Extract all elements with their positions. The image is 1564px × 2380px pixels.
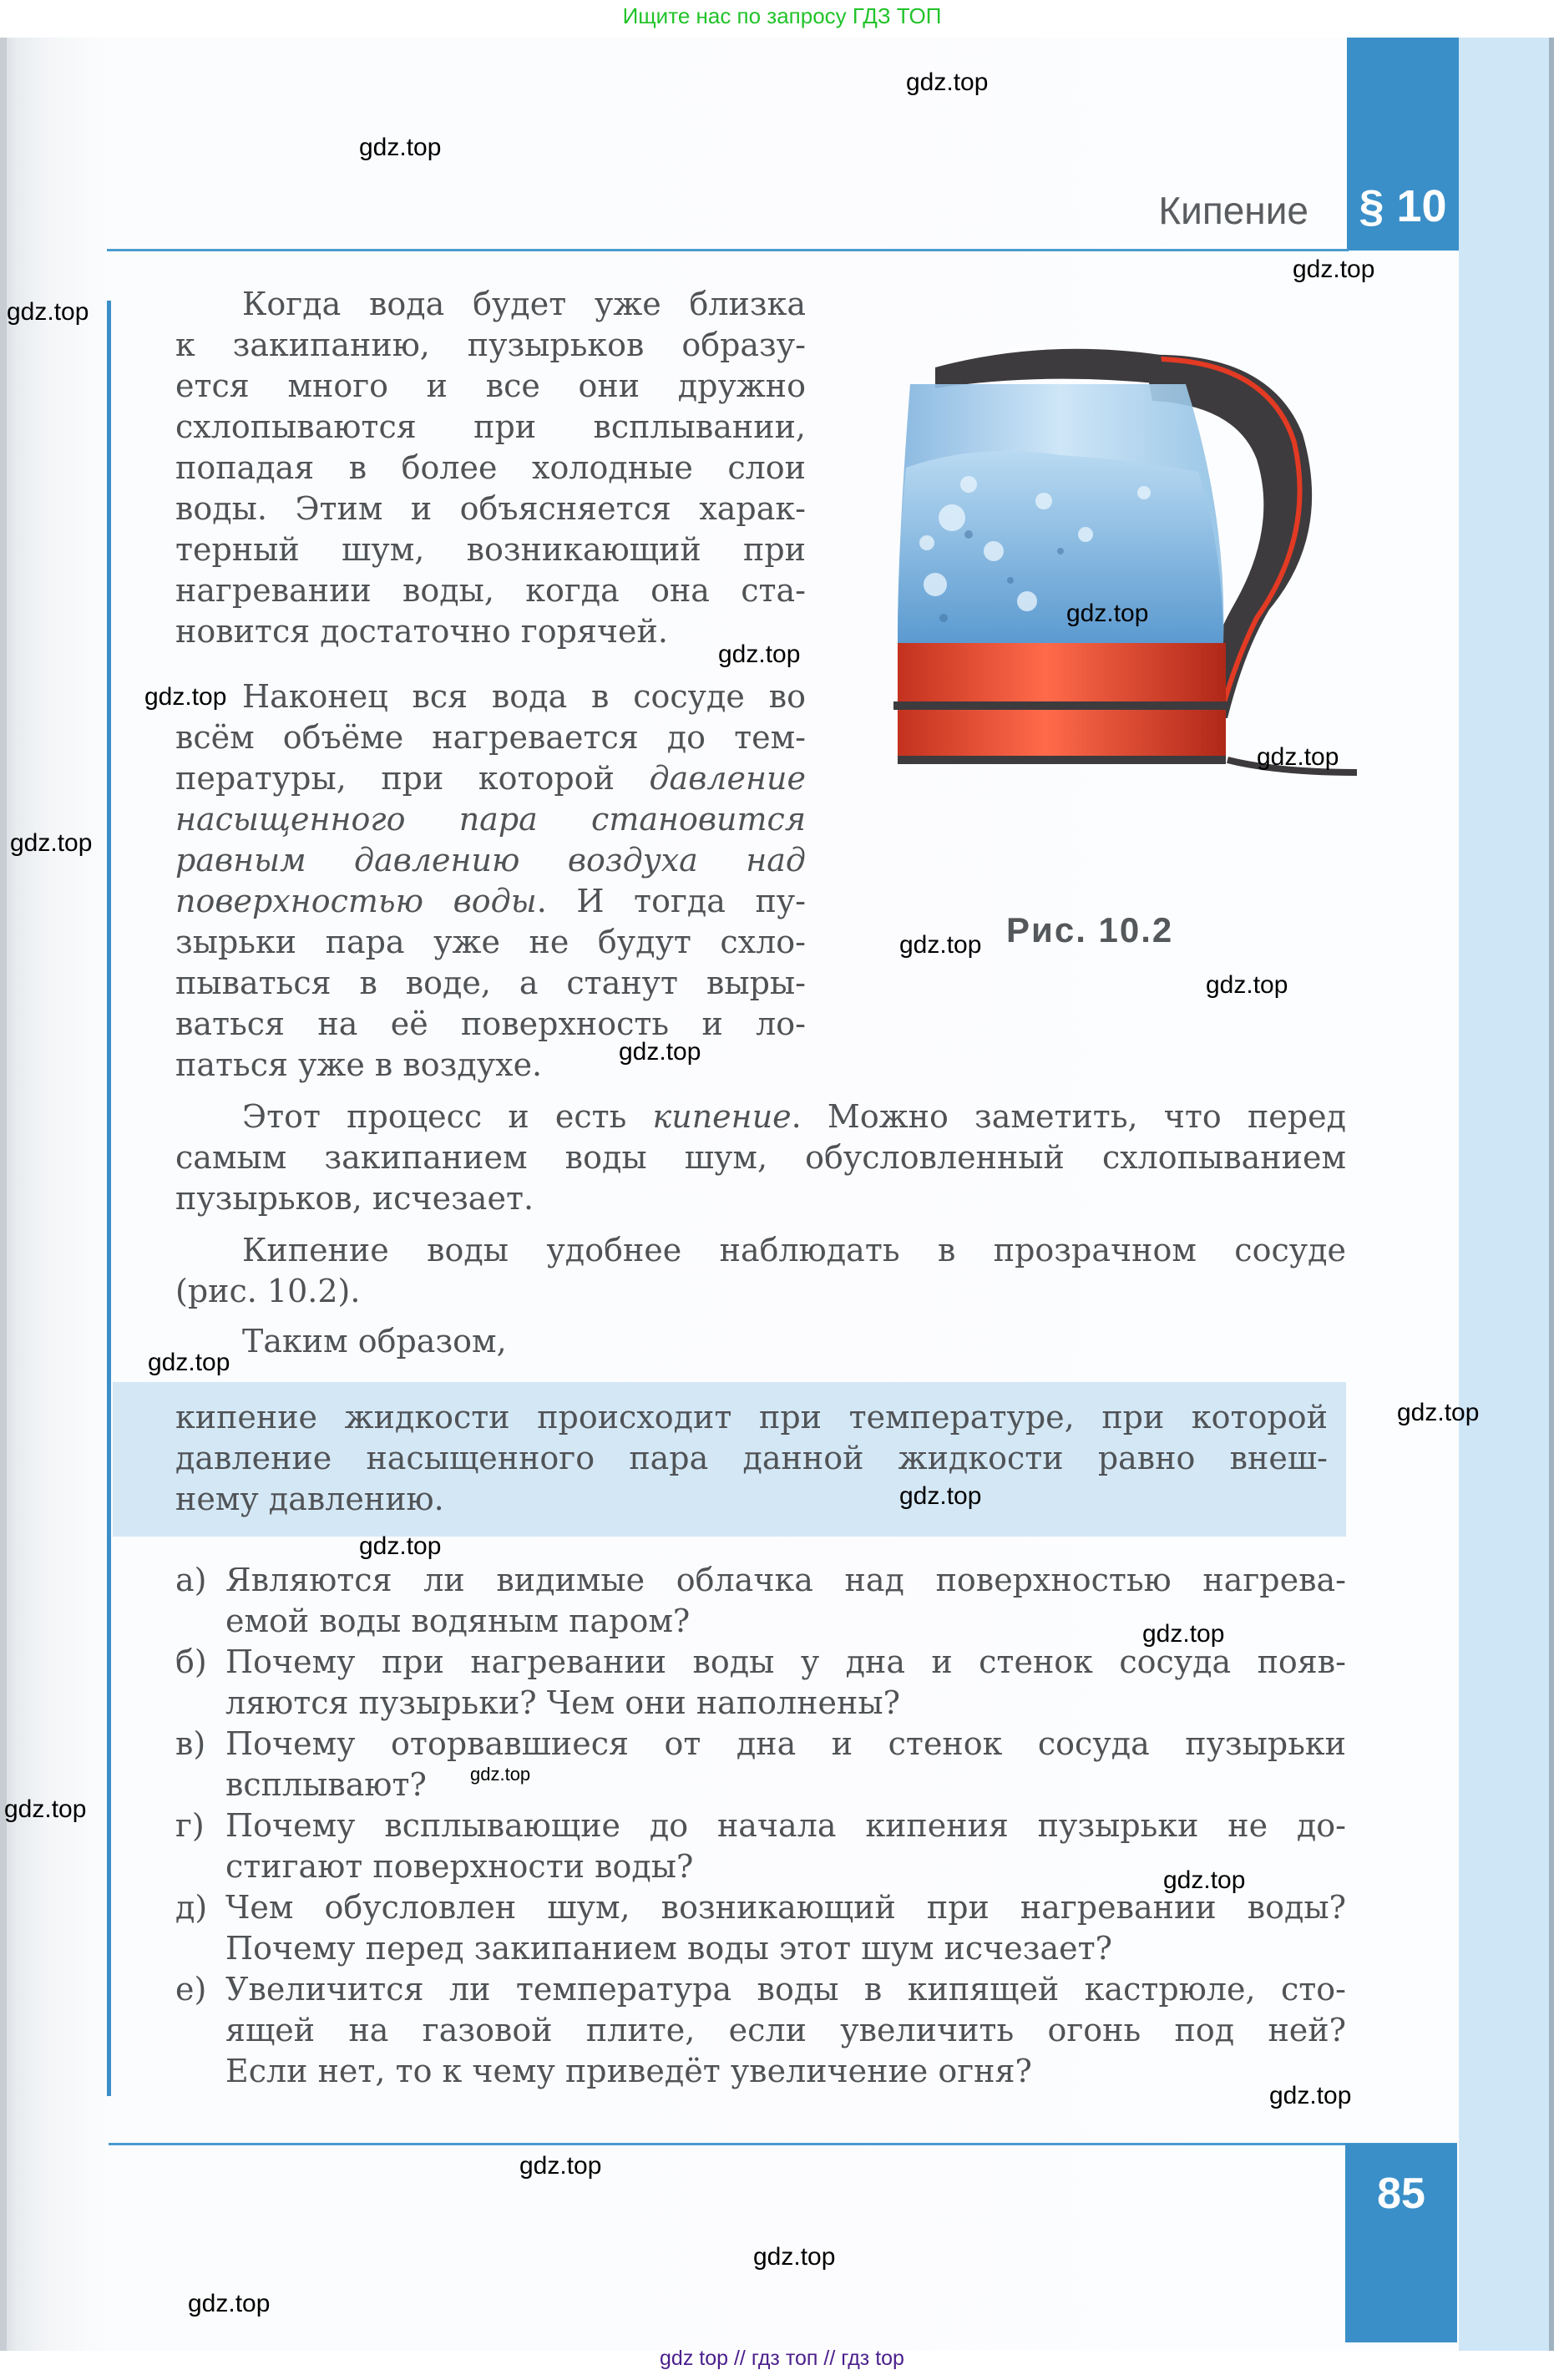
text-line: ваться на её поверхность и ло- (175, 1005, 806, 1042)
text-line: схлопываются при всплывании, (175, 408, 806, 445)
watermark: gdz.top (359, 134, 442, 161)
text-line: нему давлению. (175, 1481, 444, 1517)
emphasis-term: равным давлению воздуха над (175, 842, 806, 879)
question-marker: б) (175, 1643, 207, 1680)
text-line: (рис. 10.2). (175, 1273, 361, 1309)
text-line: давление насыщенного пара данной жидкости равно внеш- (175, 1440, 1328, 1476)
text-line: ется много и все они дружно (175, 367, 806, 404)
text-line: Когда вода будет уже близка (242, 286, 806, 322)
footer-watermark: gdz top // гдз топ // гдз top (660, 2347, 904, 2370)
question-marker: д) (175, 1889, 208, 1926)
paragraph-4 (175, 1230, 1346, 1312)
question-v (175, 1724, 1346, 1805)
text-line: пузырьков, исчезает. (175, 1180, 534, 1217)
question-text (225, 1642, 1346, 1724)
text-line: Если нет, то к чему приведёт увеличение огня? (225, 2053, 1032, 2089)
question-marker: а) (175, 1562, 207, 1598)
conclusion-text (175, 1397, 1328, 1520)
watermark: gdz.top (899, 1482, 982, 1510)
margin-bar (107, 301, 111, 2096)
chapter-title: Кипение (1158, 189, 1308, 232)
emphasis-term: давление (649, 760, 806, 797)
text-line: пываться в воде, а станут выры- (175, 965, 806, 1001)
question-d (175, 1887, 1346, 1969)
text-line: Почему перед закипанием воды этот шум исчезает? (225, 1930, 1113, 1967)
watermark: gdz.top (4, 1795, 87, 1823)
text-line: нагревании воды, когда она ста- (175, 572, 806, 609)
page-number-badge (1345, 2144, 1457, 2342)
section-badge (1347, 38, 1459, 251)
section-number: § 10 (1359, 181, 1447, 231)
text-line: кипение жидкости происходит при температуре, при которой (175, 1399, 1328, 1436)
text-run: . И тогда пу- (536, 883, 807, 919)
watermark: gdz.top (188, 2290, 271, 2317)
page-spine-shadow (0, 38, 7, 2351)
emphasis-term: кипение (652, 1098, 792, 1135)
watermark: gdz.top (519, 2152, 602, 2180)
question-text (225, 1969, 1346, 2092)
watermark: gdz.top (1142, 1620, 1225, 1648)
footer-divider (109, 2143, 1457, 2145)
watermark: gdz.top (1163, 1866, 1246, 1894)
question-b (175, 1642, 1346, 1724)
watermark: gdz.top (906, 68, 989, 96)
text-line: Наконец вся вода в сосуде во (242, 678, 806, 715)
text-line (175, 799, 806, 840)
watermark: gdz.top (718, 641, 801, 668)
watermark: gdz.top (619, 1038, 701, 1066)
watermark: gdz.top (1257, 743, 1339, 771)
text-line: Кипение воды удобнее наблюдать в прозрачном сосуде (242, 1232, 1346, 1268)
watermark: gdz.top (7, 298, 89, 326)
text-line: попадая в более холодные слои (175, 449, 806, 486)
question-e (175, 1969, 1346, 2092)
text-line (175, 881, 806, 922)
page-edge-right (1549, 38, 1554, 2351)
watermark: gdz.top (144, 683, 227, 711)
question-marker: г) (175, 1807, 205, 1844)
watermark: gdz.top (148, 1349, 230, 1376)
kettle-figure (877, 334, 1361, 852)
paragraph-3 (175, 1096, 1346, 1219)
text-line: Увеличится ли температура воды в кипящей кастрюле, сто- (225, 1971, 1346, 2008)
page-number: 85 (1377, 2170, 1425, 2218)
header-divider (107, 249, 1349, 251)
text-line: всём объёме нагревается до тем- (175, 719, 806, 756)
text-line: терный шум, возникающий при (175, 531, 806, 568)
watermark: gdz.top (1066, 600, 1149, 627)
text-line: новится достаточно горячей. (175, 613, 668, 650)
text-line: емой воды водяным паром? (225, 1603, 691, 1639)
watermark: gdz.top (1206, 971, 1288, 999)
watermark: gdz.top (1293, 256, 1375, 283)
text-line: Почему всплывающие до начала кипения пузырьки не до- (225, 1807, 1346, 1844)
watermark: gdz.top (470, 1764, 531, 1785)
search-banner: Ищите нас по запросу ГДЗ ТОП (622, 3, 942, 28)
text-line: всплывают? (225, 1766, 427, 1803)
figure-caption: Рис. 10.2 (1006, 910, 1174, 949)
text-line: стигают поверхности воды? (225, 1848, 694, 1885)
watermark: gdz.top (1269, 2082, 1352, 2109)
side-color-strip (1459, 38, 1553, 2351)
text-line: Являются ли видимые облачка над поверхностью нагрева- (225, 1562, 1346, 1598)
text-line: воды. Этим и объясняется харак- (175, 490, 806, 527)
text-line (175, 1096, 1346, 1137)
text-line: зырьки пара уже не будут схло- (175, 924, 806, 960)
question-marker: в) (175, 1725, 206, 1762)
text-line (175, 840, 806, 881)
emphasis-term: поверхностью воды (175, 883, 537, 919)
watermark: gdz.top (359, 1532, 442, 1560)
text-line: паться уже в воздухе. (175, 1046, 543, 1083)
text-line: Чем обусловлен шум, возникающий при нагревании воды? (225, 1889, 1346, 1926)
text-line: самым закипанием воды шум, обусловленный схлопыванием (175, 1139, 1346, 1176)
text-line: Почему при нагревании воды у дна и стенок сосуда появ- (225, 1643, 1346, 1680)
text-line: Почему оторвавшиеся от дна и стенок сосуда пузырьки (225, 1725, 1346, 1762)
kettle-icon (877, 334, 1361, 852)
text-line (175, 758, 806, 799)
watermark: gdz.top (753, 2243, 836, 2271)
text-run: Этот процесс и есть (242, 1098, 653, 1135)
question-text (225, 1887, 1346, 1969)
text-line: ляются пузырьки? Чем они наполнены? (225, 1684, 900, 1721)
watermark: gdz.top (899, 931, 982, 959)
watermark: gdz.top (10, 829, 93, 857)
text-run: пературы, при которой (175, 760, 650, 797)
paragraph-1 (175, 284, 806, 652)
question-text (225, 1724, 1346, 1805)
emphasis-term: насыщенного пара становится (175, 801, 806, 838)
paragraph-5 (242, 1321, 827, 1362)
paragraph-2 (175, 676, 806, 1086)
watermark: gdz.top (1397, 1399, 1480, 1426)
text-run: . Можно заметить, что перед (791, 1098, 1346, 1135)
text-line: к закипанию, пузырьков образу- (175, 327, 806, 363)
text-line: ящей на газовой плите, если увеличить огонь под ней? (225, 2012, 1346, 2048)
text-line: Таким образом, (242, 1323, 507, 1360)
question-marker: е) (175, 1971, 207, 2008)
